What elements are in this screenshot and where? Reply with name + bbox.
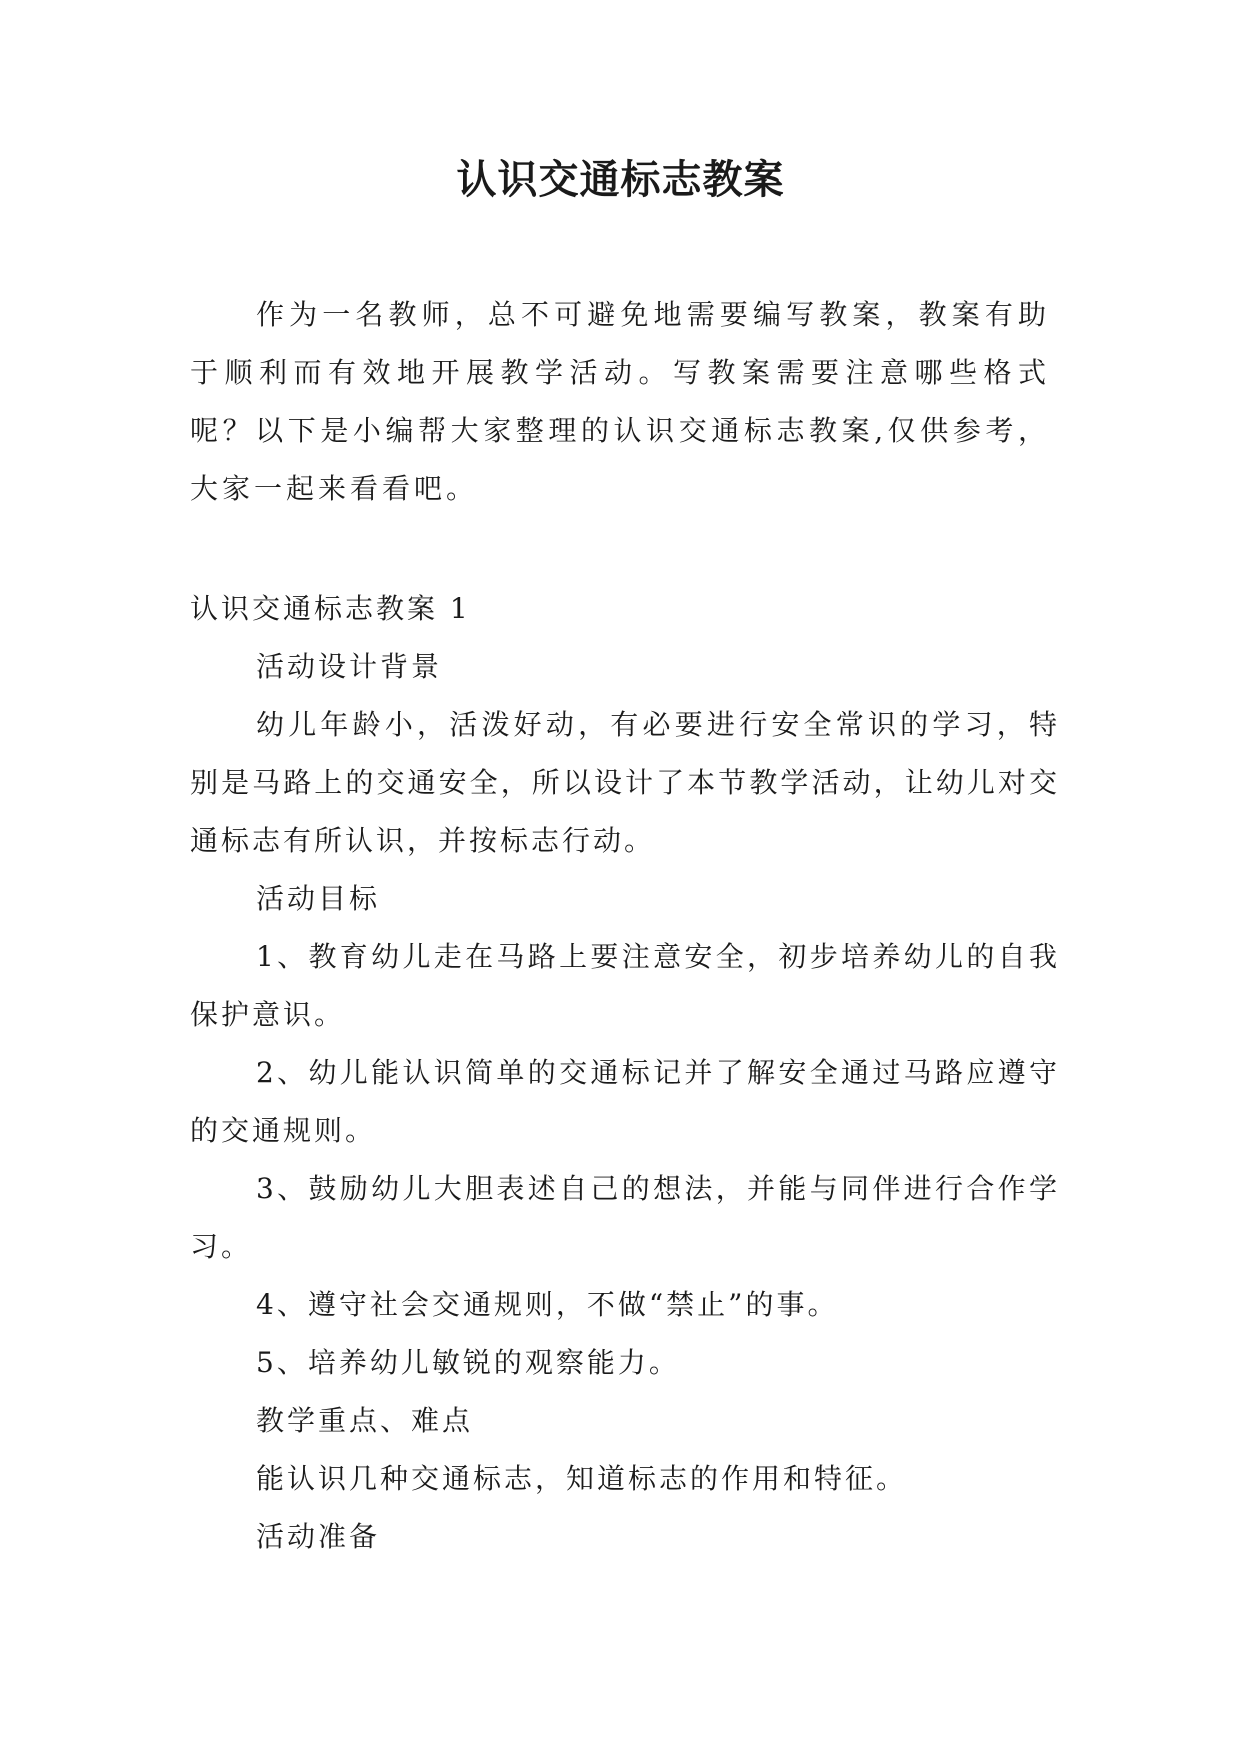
goal-item-3: 3、鼓励幼儿大胆表述自己的想法，并能与同伴进行合作学习。 [190, 1172, 1060, 1263]
heading-key-points: 教学重点、难点 [256, 1404, 474, 1437]
heading-activity-background: 活动设计背景 [256, 650, 443, 683]
document-title: 认识交通标志教案 [456, 156, 785, 203]
paragraph-background: 幼儿年龄小，活泼好动，有必要进行安全常识的学习，特别是马路上的交通安全，所以设计了本节教学活动，让幼儿对交通标志有所认识，并按标志行动。 [190, 708, 1060, 857]
goal-item-2: 2、幼儿能认识简单的交通标记并了解安全通过马路应遵守的交通规则。 [190, 1056, 1060, 1147]
heading-activity-goals: 活动目标 [256, 882, 381, 915]
goal-item-1: 1、教育幼儿走在马路上要注意安全，初步培养幼儿的自我保护意识。 [190, 940, 1060, 1031]
heading-activity-preparation: 活动准备 [256, 1520, 381, 1553]
intro-paragraph: 作为一名教师，总不可避免地需要编写教案，教案有助于顺利而有效地开展教学活动。写教案需要注意哪些格式呢？以下是小编帮大家整理的认识交通标志教案,仅供参考，大家一起来看看吧。 [190, 298, 1050, 505]
paragraph-key-points: 能认识几种交通标志，知道标志的作用和特征。 [256, 1462, 908, 1495]
goal-item-4: 4、遵守社会交通规则，不做“禁止”的事。 [256, 1288, 839, 1321]
section-title: 认识交通标志教案 1 [190, 592, 471, 625]
document-body [190, 580, 1060, 1566]
goal-item-5: 5、培养幼儿敏锐的观察能力。 [256, 1346, 680, 1379]
